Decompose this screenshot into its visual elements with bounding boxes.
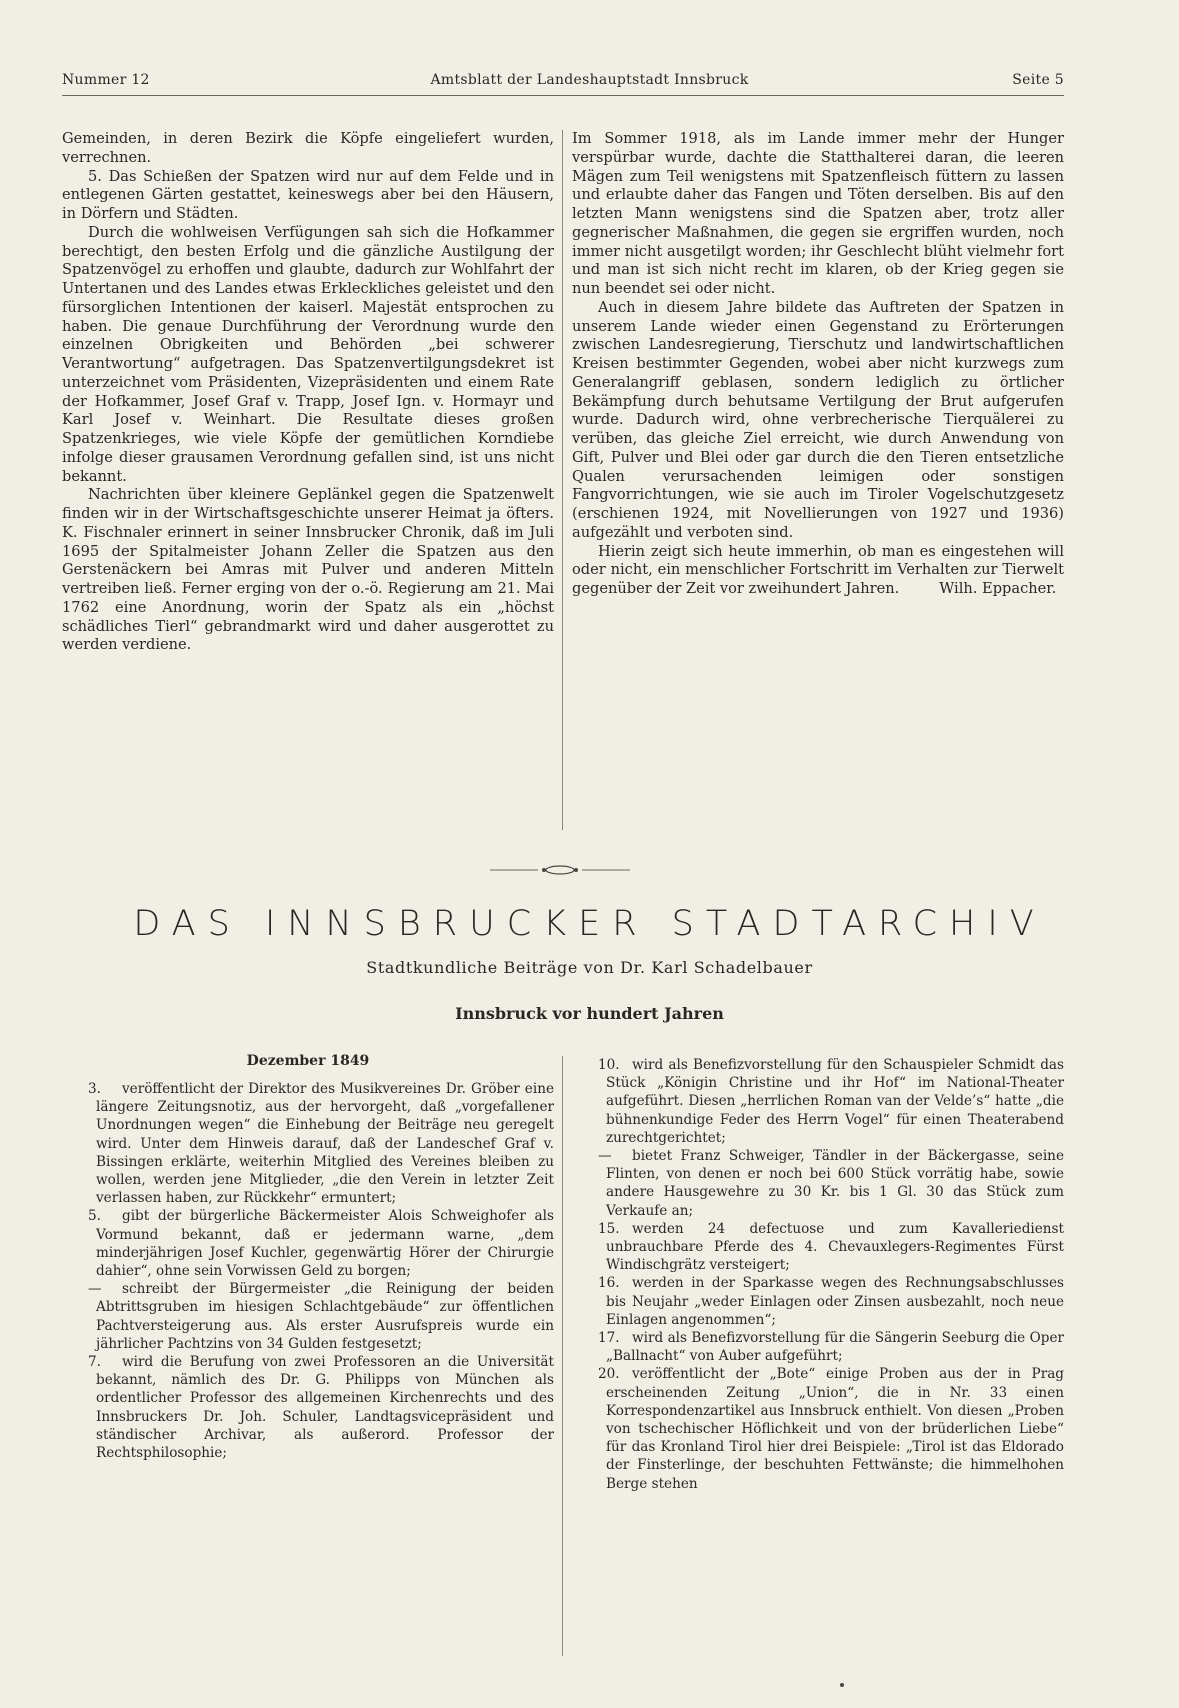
paragraph: Nachrichten über kleinere Geplänkel gegen die Spatzenwelt finden wir in der Wirtschaftsgeschichte unserer Heimat ja öfters. K. Fischnaler erinnert in seiner Innsbrucker Chronik, daß im Juli 1695 der Spitalmeister Johann Zeller die Spatzen aus den Gerstenäckern bei Amras mit Pulver und anderen Mitteln vertreiben ließ. Ferner erging von der o.-ö. Regierung am 21. Mai 1762 eine Anordnung, worin der Spatz als ein „höchst schädliches Tierl“ gebrandmarkt wird und daher ausgerottet zu werden verdiene. — [62, 486, 554, 654]
chronicle-entry — [572, 1220, 1064, 1275]
entry-date: 15. — [598, 1220, 620, 1237]
entry-date: 10. — [598, 1057, 620, 1073]
entry-date: — — [598, 1148, 612, 1165]
lower-left-column — [62, 1080, 554, 1462]
chronicle-entry — [572, 1329, 1064, 1365]
entry-date: 20. — [598, 1366, 620, 1383]
paragraph: Durch die wohlweisen Verfügungen sah sich die Hofkammer berechtigt, den besten Erfolg und die gänzliche Austilgung der Spatzenvögel zu erhoffen und glaubte, dadurch zur Wohlfahrt der Untertanen und des Landes etwas Erkleckliches geleistet und den fürsorglichen Intentionen der kaiserl. Majestät entsprochen zu haben. Die genaue Durchführung der Verordnung wurde den einzelnen Obrigkeiten und Behörden „bei schwerer Verantwortung“ aufgetragen. Das Spatzenvertilgungsdekret ist unterzeichnet vom Präsidenten, Vizepräsidenten und einem Rate der Hofkammer, Josef Graf v. Trapp, Josef Ign. v. Hormayr und Karl Josef v. Weinhart. Die Resultate dieses großen Spatzenkrieges, wie viele Köpfe der gemütlichen Korndiebe infolge dieser grausamen Verordnung gefallen sind, ist uns nicht bekannt. — [62, 223, 554, 485]
closing-text: Hierin zeigt sich heute immerhin, ob man es eingestehen will oder nicht, ein menschlicher Fortschritt im Verhalten zur Tierwelt gegenüber der Zeit vor zweihundert Jahren. — [572, 542, 1064, 597]
paragraph: Auch in diesem Jahre bildete das Auftreten der Spatzen in unserem Lande wieder einen Gegenstand zu Erörterungen zwischen Landesregierung, Tierschutz und landwirtschaftlichen Kreisen bestimmter Gegenden, wobei aber nicht kurzwegs zum Generalangriff geblasen, sondern lediglich zu örtlicher Bekämpfung durch behutsame Vertilgung der Brut aufgerufen wurde. Dadurch wird, ohne verbrecherische Tierquälerei zu verüben, das gleiche Ziel erreicht, wie durch Anwendung von Gift, Pulver und Blei oder gar durch die den Tieren entsetzliche Qualen verursachenden leimigen oder sonstigen Fangvorrichtungen, wie sie auch im Tiroler Vogelschutzgesetz (erschienen 1924, mit Novellierungen von 1927 und 1936) aufgezählt und verboten sind. — [572, 298, 1064, 541]
header-publication-title: Amtsblatt der Landeshauptstadt Innsbruck — [430, 72, 749, 88]
paragraph: Gemeinden, in deren Bezirk die Köpfe eingeliefert wurden, verrechnen. — [62, 130, 554, 166]
section-title: DAS INNSBRUCKER STADTARCHIV — [133, 904, 1046, 944]
entry-text: werden 24 defectuose und zum Kavalleriedienst unbrauchbare Pferde des 4. Chevauxlegers-Regimentes Fürst Windischgrätz versteigert; — [606, 1220, 1064, 1274]
entry-text: gibt der bürgerliche Bäckermeister Alois Schweighofer als Vormund bekannt, daß er jedermann warne, „dem minderjährigen Josef Kuchler, gegenwärtig Hörer der Chirurgie dahier“, ohne sein Vorwissen Geld zu borgen; — [96, 1208, 554, 1280]
section-subtitle: Stadtkundliche Beiträge von Dr. Karl Schadelbauer — [366, 958, 813, 977]
paragraph: Im Sommer 1918, als im Lande immer mehr der Hunger verspürbar wurde, dachte die Statthalterei daran, die leeren Mägen zum Teil wenigstens mit Spatzenfleisch füttern zu lassen und erlaubte daher das Fangen und Töten derselben. Bis auf den letzten Mann wenigstens sind die Spatzen aber, trotz aller gegnerischer Maßnahmen, die gegen sie ergriffen wurden, noch immer nicht ausgetilgt worden; ihr Geschlecht blüht vielmehr fort und man ist sich nicht recht im klaren, ob der Krieg gegen sie nun beendet sei oder nicht. — [572, 130, 1064, 297]
print-speck — [840, 1683, 844, 1687]
chronicle-entry — [62, 1280, 554, 1353]
chronicle-entry — [572, 1365, 1064, 1492]
entry-text: wird als Benefizvorstellung für die Sängerin Seeburg die Oper „Ballnacht“ von Auber aufgeführt; — [606, 1330, 1064, 1365]
header-rule — [62, 95, 1064, 96]
entry-text: wird als Benefizvorstellung für den Schauspieler Schmidt das Stück „Königin Christine und ihr Hof“ im National-Theater aufgeführt. Diesen „herrlichen Roman van der Velde’s“ hatte „die bühnenkundige Feder des Herrn Vogel“ für einen Theaterabend zurechtgerichtet; — [606, 1057, 1064, 1146]
entry-date: 16. — [598, 1275, 620, 1292]
entry-text: veröffentlicht der „Bote“ einige Proben aus der in Prag erscheinenden Zeitung „Union“, die in Nr. 33 einen Korrespondenzartikel aus Innsbruck enthielt. Von diesen „Proben von tschechischer Höflichkeit und von der brüderlichen Liebe“ für das Kronland Tirol hier drei Beispiele: „Tirol ist das Eldorado der Finsterlinge, der beschuhten Fettwänste; die himmelhohen Berge stehen — [606, 1366, 1064, 1492]
entry-text: veröffentlicht der Direktor des Musikvereines Dr. Gröber eine längere Zeitungsnotiz, aus der hervorgeht, daß „vorgefallener Unordnungen wegen“ die Einhebung der Beiträge neu geregelt wird. Unter dem Hinweis darauf, daß der Landeschef Graf v. Bissingen erklärte, weiterhin Mitglied des Vereines bleiben zu wollen, werden jene Mitglieder, „die den Verein in letzter Zeit verlassen haben, zur Rückkehr“ ermuntert; — [96, 1081, 554, 1207]
chronicle-entry — [62, 1080, 554, 1207]
entry-text: werden in der Sparkasse wegen des Rechnungsabschlusses bis Neujahr „weder Einlagen oder Zinsen ausbezahlt, noch neue Einlagen angenommen“; — [606, 1275, 1064, 1328]
article-heading: Innsbruck vor hundert Jahren — [455, 1004, 724, 1023]
entry-date: — — [88, 1281, 102, 1298]
header-page-number: Seite 5 — [1012, 72, 1064, 88]
paragraph — [572, 543, 1064, 599]
section-ornament — [490, 864, 630, 876]
chronicle-entry — [62, 1207, 554, 1280]
entry-text: bietet Franz Schweiger, Tändler in der Bäckergasse, seine Flinten, von denen er noch bei 600 Stück vorrätig habe, sowie andere Hausgewehre zu 30 Kr. bis 1 Gl. 30 das Stück zum Verkaufe an; — [606, 1148, 1064, 1219]
paragraph: 5. Das Schießen der Spatzen wird nur auf dem Felde und in entlegenen Gärten gestattet, keineswegs aber bei den Häusern, in Dörfern und Städten. — [62, 167, 554, 222]
chronicle-entry — [62, 1353, 554, 1462]
entry-date: 5. — [88, 1208, 101, 1225]
column-divider-lower — [562, 1056, 563, 1656]
lower-right-column — [572, 1056, 1064, 1493]
header-issue-number: Nummer 12 — [62, 72, 150, 88]
entry-text: schreibt der Bürgermeister „die Reinigung der beiden Abtrittsgruben im hiesigen Schlachtgebäude“ zur öffentlichen Pachtversteigerung aus. Als erster Ausrufspreis wurde ein jährlicher Pachtzins von 34 Gulden festgesetzt; — [96, 1281, 554, 1352]
column-divider-upper — [562, 130, 563, 830]
entry-date: 3. — [88, 1081, 101, 1097]
entry-date: 17. — [598, 1330, 620, 1347]
upper-right-column — [572, 130, 1064, 599]
entry-date: 7. — [88, 1354, 101, 1371]
entry-text: wird die Berufung von zwei Professoren an die Universität bekannt, nämlich des Dr. G. Philipps von München als ordentlicher Professor des allgemeinen Kirchenrechts und des Innsbruckers Dr. Joh. Schuler, Landtagsvicepräsident und ständischer Archivar, als außerord. Professor der Rechtsphilosophie; — [96, 1354, 554, 1462]
chronicle-entry — [572, 1147, 1064, 1220]
author-signature: Wilh. Eppacher. — [939, 580, 1057, 597]
chronicle-entry — [572, 1056, 1064, 1147]
upper-left-column — [62, 130, 554, 655]
month-heading: Dezember 1849 — [246, 1053, 370, 1069]
chronicle-entry — [572, 1274, 1064, 1329]
